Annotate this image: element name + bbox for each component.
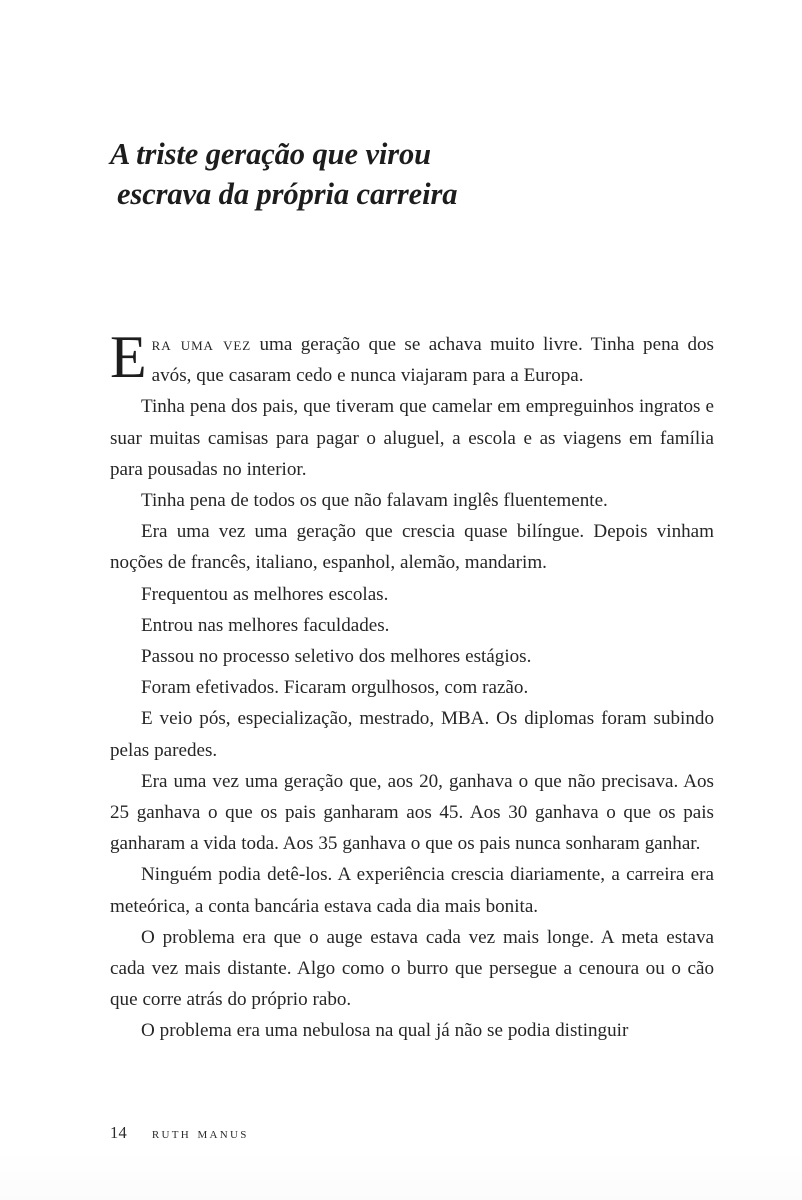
paragraph: Passou no processo seletivo dos melhores estágios.	[141, 646, 532, 668]
paragraph: Era uma vez uma geração que crescia quase bilíngue. Depois vinham noções de francês, italiano, espanhol, alemão, mandarim.	[110, 521, 714, 574]
paragraph: Foram efetivados. Ficaram orgulhosos, com razão.	[141, 677, 529, 699]
paragraph: E veio pós, especialização, mestrado, MBA. Os diplomas foram subindo pelas paredes.	[110, 708, 714, 761]
book-page	[110, 0, 714, 1200]
running-head-author: ruth manus	[151, 1123, 249, 1142]
opening-paragraph	[110, 324, 714, 391]
chapter-title-line-1: A triste geração que virou	[110, 137, 432, 171]
small-caps-lead-in: ra uma vez	[151, 334, 252, 355]
body-text	[110, 324, 714, 1047]
paragraph-continued: O problema era uma nebulosa na qual já não se podia distinguir	[141, 1020, 629, 1042]
paragraph: Era uma vez uma geração que, aos 20, ganhava o que não precisava. Aos 25 ganhava o que os pais ganharam aos 45. Aos 30 ganhava o que os pais ganharam a vida toda. Aos 35 ganhava o que os pais nunca sonharam ganhar.	[110, 770, 714, 855]
paragraph: Tinha pena de todos os que não falavam inglês fluentemente.	[141, 490, 608, 512]
chapter-title	[110, 134, 670, 214]
paragraph: O problema era que o auge estava cada vez mais longe. A meta estava cada vez mais distante. Algo como o burro que persegue a cenoura ou o cão que corre atrás do próprio rabo.	[110, 926, 714, 1011]
paragraph: Tinha pena dos pais, que tiveram que camelar em empreguinhos ingratos e suar muitas camisas para pagar o aluguel, a escola e as viagens em família para pousadas no interior.	[110, 396, 714, 480]
page-number: 14	[110, 1123, 127, 1142]
paragraph: Ninguém podia detê-los. A experiência crescia diariamente, a carreira era meteórica, a conta bancária estava cada dia mais bonita.	[110, 864, 714, 917]
paragraph: Frequentou as melhores escolas.	[141, 583, 389, 605]
running-foot	[110, 1123, 249, 1143]
paragraph: Entrou nas melhores faculdades.	[141, 614, 390, 636]
drop-cap: E	[110, 324, 147, 390]
opening-paragraph-rest: uma geração que se achava muito livre. Tinha pena dos avós, que casaram cedo e nunca viajaram para a Europa.	[151, 334, 714, 387]
chapter-title-line-2: escrava da própria carreira	[117, 177, 458, 211]
